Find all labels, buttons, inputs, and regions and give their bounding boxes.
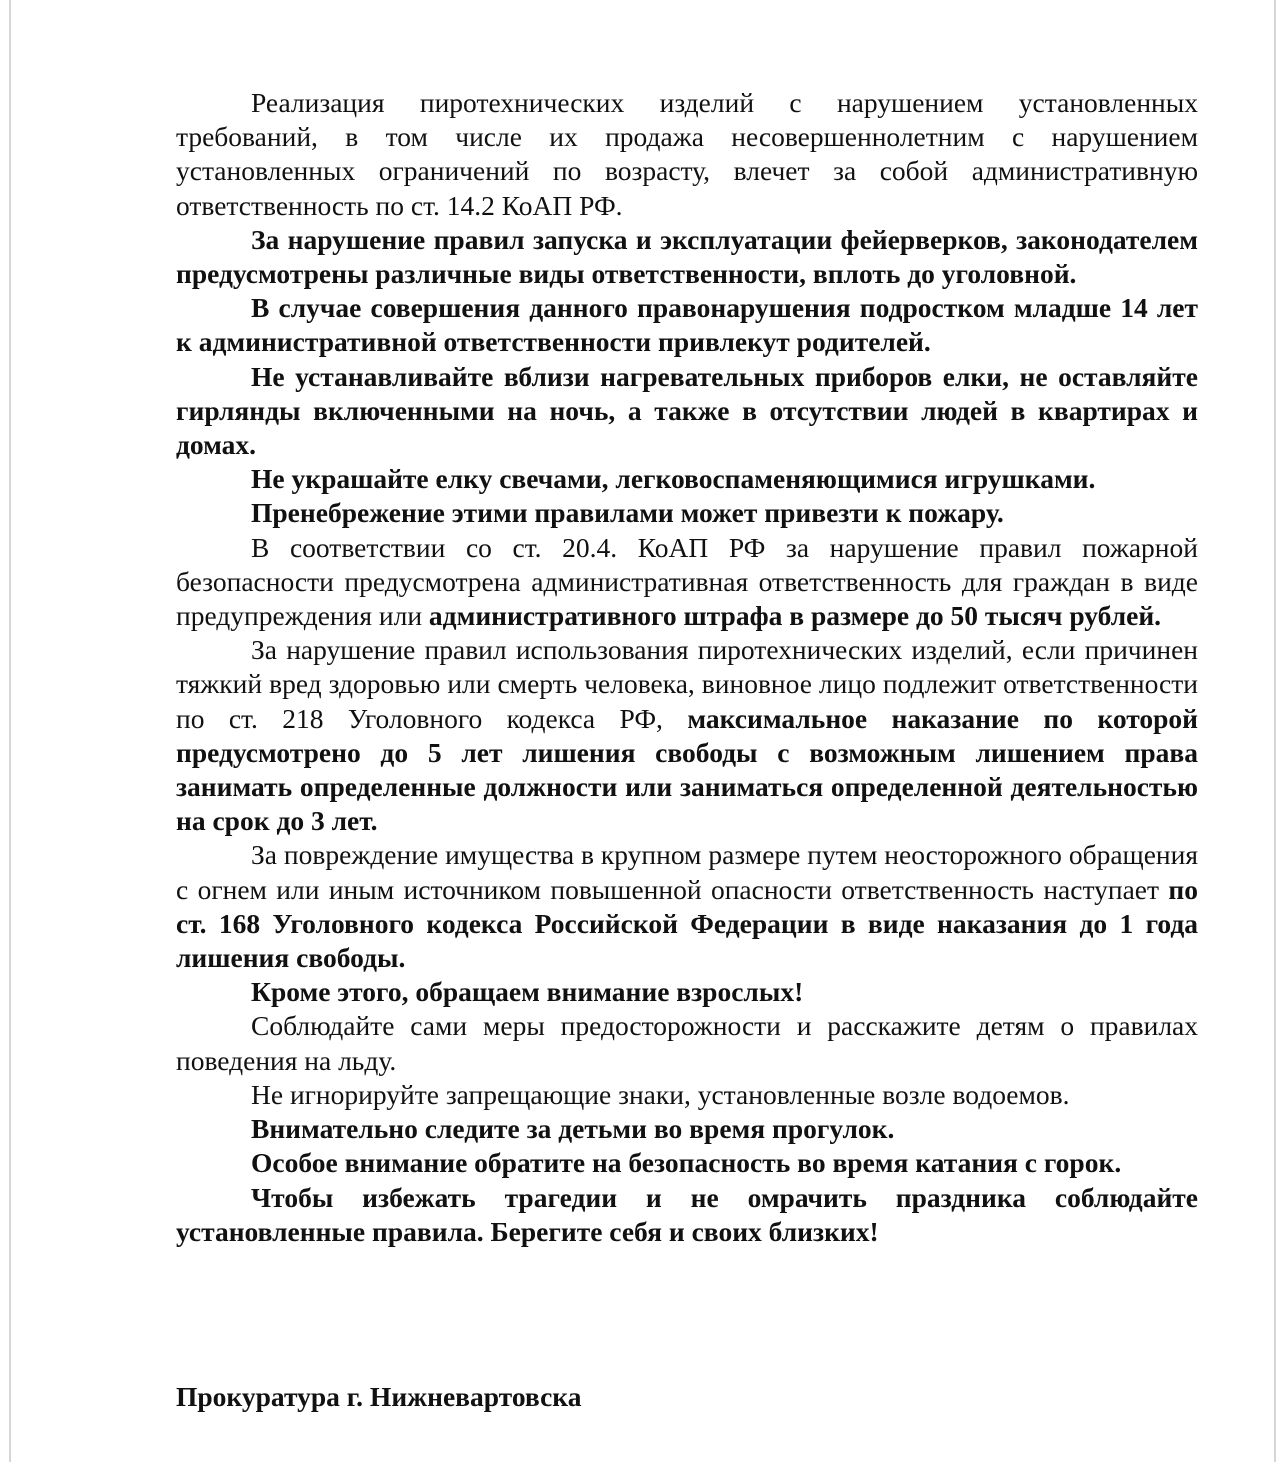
paragraph-criminal-168 <box>176 838 1198 975</box>
signature-prosecutor-office: Прокуратура г. Нижневартовска <box>176 1381 582 1412</box>
text-segment: Особое внимание обратите на безопасность во время катания с горок. <box>251 1147 1122 1179</box>
text-segment: Не игнорируйте запрещающие знаки, установленные возле водоемов. <box>251 1078 1070 1110</box>
paragraph-warning-signs <box>176 1078 1198 1112</box>
text-segment-bold: административного штрафа в размере до 50 тысяч рублей. <box>428 600 1162 632</box>
paragraph-criminal-218 <box>176 633 1198 838</box>
paragraph-closing <box>176 1181 1198 1249</box>
text-segment: Не украшайте елку свечами, легковоспаменяющимися игрушками. <box>251 463 1096 495</box>
paragraph-pyrotechnics-sale <box>176 86 1198 223</box>
page-left-edge <box>9 0 11 1462</box>
paragraph-watch-children <box>176 1112 1198 1146</box>
text-segment: За нарушение правил запуска и эксплуатации фейерверков, законодателем предусмотрены различные виды ответственности, вплоть до уголовной. <box>176 223 1198 290</box>
document-body <box>176 86 1198 1249</box>
text-segment: Кроме этого, обращаем внимание взрослых! <box>251 976 804 1008</box>
paragraph-adults-attention <box>176 975 1198 1009</box>
text-segment: За нарушение правил использования пиротехнических изделий, если причинен тяжкий вред здоровью или смерть человека, виновное лицо подлежит ответственности по ст. 218 Уголовного кодекса РФ, <box>176 634 1198 734</box>
paragraph-fire-safety-fine <box>176 531 1198 634</box>
text-segment: Пренебрежение этими правилами может привезти к пожару. <box>251 497 1004 529</box>
paragraph-candles <box>176 462 1198 496</box>
text-segment: Реализация пиротехнических изделий с нарушением установленных требований, в том числе их продажа несовершеннолетним с нарушением установленных ограничений по возрасту, влечет за собой административную ответственность по ст. 14.2 КоАП РФ. <box>176 87 1198 221</box>
paragraph-fire-warning <box>176 496 1198 530</box>
paragraph-sledding-safety <box>176 1146 1198 1180</box>
text-segment: В соответствии со ст. 20.4. КоАП РФ за нарушение правил пожарной безопасности предусмотрена административная ответственность для граждан в виде предупреждения или <box>176 531 1198 632</box>
text-segment: Внимательно следите за детьми во время прогулок. <box>251 1113 895 1145</box>
text-segment: В случае совершения данного правонарушения подростком младше 14 лет к административной ответственности привлекут родителей. <box>176 292 1198 358</box>
paragraph-minors-parents <box>176 291 1198 359</box>
paragraph-tree-heaters <box>176 360 1198 463</box>
text-segment-bold: максимальное наказание по которой предусмотрено до 5 лет лишения свободы с возможным лишением права занимать определенные должности или заниматься определенной деятельностью на срок до 3 лет. <box>176 702 1198 837</box>
text-segment: Чтобы избежать трагедии и не омрачить праздника соблюдайте установленные правила. Берегите себя и своих близких! <box>176 1181 1198 1247</box>
paragraph-ice-safety <box>176 1009 1198 1077</box>
text-segment-bold: по ст. 168 Уголовного кодекса Российской Федерации в виде наказания до 1 года лишения свободы. <box>176 873 1198 974</box>
paragraph-fireworks-liability <box>176 223 1198 291</box>
text-segment: За повреждение имущества в крупном размере путем неосторожного обращения с огнем или иным источником повышенной опасности ответственность наступает <box>176 839 1198 905</box>
text-segment: Соблюдайте сами меры предосторожности и расскажите детям о правилах поведения на льду. <box>176 1010 1198 1076</box>
page-right-edge <box>1274 0 1276 1462</box>
text-segment: Не устанавливайте вблизи нагревательных приборов елки, не оставляйте гирлянды включенными на ночь, а также в отсутствии людей в квартирах и домах. <box>176 360 1198 461</box>
